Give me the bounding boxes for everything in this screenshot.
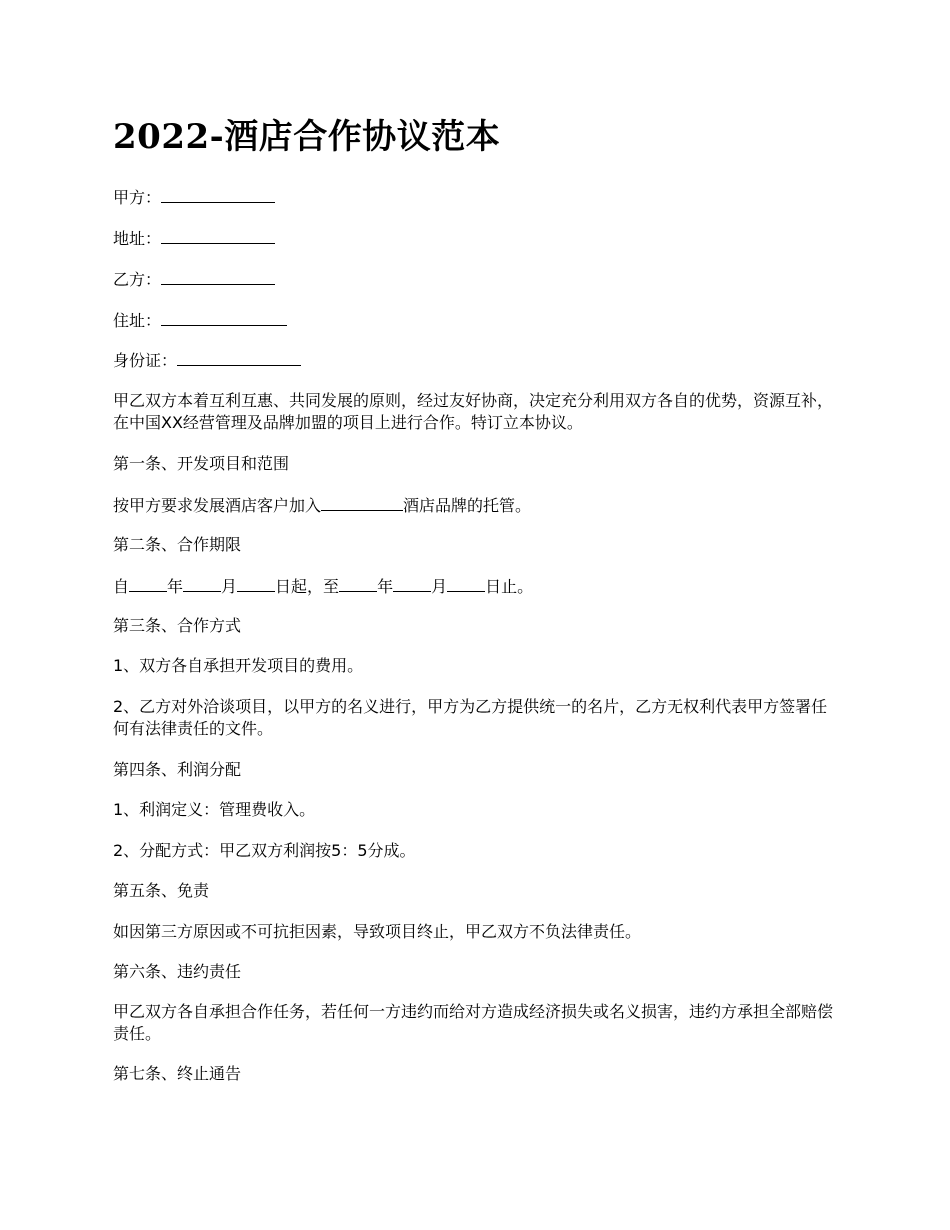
article4-item1: 1、利润定义：管理费收入。 (113, 800, 316, 819)
year-label: 年 (167, 577, 184, 596)
address-blank (161, 226, 275, 244)
article3-item1: 1、双方各自承担开发项目的费用。 (113, 656, 364, 675)
party-b-label: 乙方： (113, 270, 162, 289)
article1-heading: 第一条、开发项目和范围 (113, 454, 290, 473)
article2-heading: 第二条、合作期限 (113, 535, 242, 554)
id-line (113, 348, 301, 372)
article2-text (113, 574, 533, 598)
address-label: 地址： (113, 229, 162, 248)
end-day-label: 日止。 (485, 577, 534, 596)
article1-text (113, 493, 531, 517)
article5-text: 如因第三方原因或不可抗拒因素，导致项目终止，甲乙双方不负法律责任。 (113, 922, 642, 941)
residence-line (113, 308, 287, 332)
party-a-blank (161, 185, 275, 203)
end-year-blank (339, 574, 377, 592)
article3-heading: 第三条、合作方式 (113, 616, 242, 635)
party-a-line (113, 185, 275, 209)
start-day-blank (237, 574, 275, 592)
start-day-label: 日起，至 (275, 577, 340, 596)
id-blank (177, 348, 301, 366)
article3-item2: 2、乙方对外洽谈项目，以甲方的名义进行，甲方为乙方提供统一的名片，乙方无权利代表甲方签署任何有法律责任的文件。 (113, 697, 828, 738)
article6-text: 甲乙双方各自承担合作任务，若任何一方违约而给对方造成经济损失或名义损害，违约方承担全部赔偿责任。 (113, 1002, 834, 1043)
party-b-blank (161, 267, 275, 285)
residence-blank (161, 308, 287, 326)
month-label: 月 (221, 577, 238, 596)
id-label: 身份证： (113, 351, 178, 370)
end-day-blank (447, 574, 485, 592)
party-b-line (113, 267, 275, 291)
address-line (113, 226, 275, 250)
brand-blank (321, 493, 403, 511)
party-a-label: 甲方： (113, 188, 162, 207)
article7-heading: 第七条、终止通告 (113, 1064, 242, 1083)
article4-heading: 第四条、利润分配 (113, 760, 242, 779)
residence-label: 住址： (113, 311, 162, 330)
article5-heading: 第五条、免责 (113, 881, 210, 900)
term-from-label: 自 (113, 577, 130, 596)
start-month-blank (183, 574, 221, 592)
article6-heading: 第六条、违约责任 (113, 962, 242, 981)
document-title: 2022-酒店合作协议范本 (113, 117, 501, 157)
article1-text-after: 酒店品牌的托管。 (403, 496, 532, 515)
article1-text-before: 按甲方要求发展酒店客户加入 (113, 496, 322, 515)
intro-paragraph: 甲乙双方本着互利互惠、共同发展的原则，经过友好协商，决定充分利用双方各自的优势，资源互补，在中国XX经营管理及品牌加盟的项目上进行合作。特订立本协议。 (113, 391, 834, 432)
end-year-label: 年 (377, 577, 394, 596)
article4-item2: 2、分配方式：甲乙双方利润按5：5分成。 (113, 841, 416, 860)
start-year-blank (129, 574, 167, 592)
end-month-label: 月 (431, 577, 448, 596)
end-month-blank (393, 574, 431, 592)
